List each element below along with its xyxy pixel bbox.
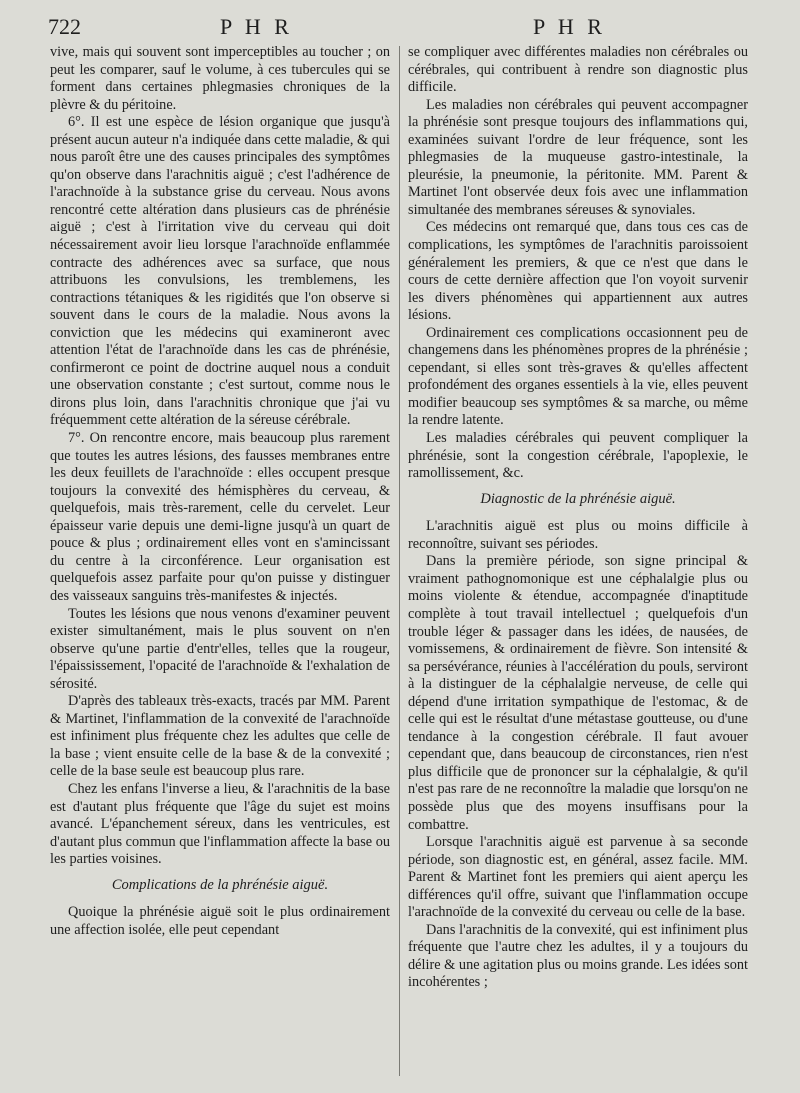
section-heading: Diagnostic de la phrénésie aiguë. (480, 490, 676, 507)
paragraph: Dans l'arachnitis de la convexité, qui est infiniment plus fréquente que l'autre chez les adultes, il y a toujours du délire & une agitation plus ou moins grande. Les idées sont incohérentes ; (408, 921, 748, 991)
paragraph: Ces médecins ont remarqué que, dans tous ces cas de complications, les symptômes de l'arachnitis paroissoient généralement les premiers, & que ce n'est que dans le cours de cette dernière affection que l'on voyoit survenir les divers phénomènes qui appartiennent aux autres lésions. (408, 219, 748, 324)
paragraph: 7°. On rencontre encore, mais beaucoup plus rarement que toutes les autres lésions, des fausses membranes entre les deux feuillets de l'arachnoïde : elles occupent presque toujours la convexité des hémisphères du cerveau, & quelquefois, mais très-rarement, celle du cervelet. Leur épaisseur varie depuis une demi-ligne jusqu'à un quart de pouce & plus ; ordinairement elles vont en s'amincissant du centre à la circonférence. Leur organisation est quelquefois assez parfaite pour qu'on puisse y distinguer des vaisseaux sanguins très-manifestes & injectés. (50, 430, 390, 604)
paragraph: Chez les enfans l'inverse a lieu, & l'arachnitis de la base est d'autant plus fréquente que l'âge du sujet est moins avancé. L'épanchement séreux, dans les ventricules, est d'autant plus commun que l'inflammation affecte la base ou les parties voisines. (50, 780, 390, 868)
column-divider (399, 46, 400, 1076)
paragraph: 6°. Il est une espèce de lésion organique que jusqu'à présent aucun auteur n'a indiquée dans cette maladie, & qui nous paroît être une des causes principales des symptômes qu'on observe dans l'arachnitis aiguë ; c'est l'adhérence de l'arachnoïde à la substance grise du cerveau. Nous avons rencontré cette altération dans plusieurs cas de phrénésie aiguë ; c'est à l'irritation vive du cerveau qui doit nécessairement avoir lieu lorsque l'arachnoïde enflammée contracte des adhérences avec sa surface, que nous attribuons les convulsions, les tremblemens, les contractions tétaniques & les rigidités que l'on observe si souvent dans le cours de la maladie. Nous avons la conviction que les médecins qui examineront avec attention l'état de l'arachnoïde dans les cas de phrénésie, confirmeront ce point de doctrine auquel nous a conduit une observation constante ; c'est surtout, comme nous le dirons plus loin, dans l'arachnitis chronique que j'ai vu fréquemment cette altération de la séreuse cérébrale. (50, 114, 391, 429)
paragraph: Les maladies non cérébrales qui peuvent accompagner la phrénésie sont presque toujours des inflammations qui, examinées suivant l'ordre de leur fréquence, sont les phlegmasies de la muqueuse gastro-intestinale, la pleurésie, la pneumonie, la péritonite. MM. Parent & Martinet l'ont observée deux fois avec une inflammation simultanée des membranes séreuses & synoviales. (408, 96, 748, 218)
right-column (408, 44, 748, 992)
paragraph: Dans la première période, son signe principal & vraiment pathognomonique est une céphalalgie plus ou moins violente & étendue, accompagnée d'inaptitude complète à tout travail intellectuel ; quelquefois d'un trouble léger & passager dans les idées, de nausées, de vomissemens, & ordinairement de fièvre. Son intensité & sa persévérance, réunies à l'accélération du pouls, serviront à la distinguer de la céphalalgie nerveuse, de celle qui dépend d'une irritation sympathique de l'estomac, & de celle qui est le résultat d'une métastase goutteuse, ou d'une tendance à la congestion cérébrale. Il faut avouer cependant que, dans beaucoup de circonstances, rien n'est plus difficile que de prononcer sur la céphalalgie, & qu'il n'est pas rare de ne reconnoître la maladie que lorsqu'on ne possède plus que des moyens insuffisans pour la combattre. (408, 553, 748, 833)
paragraph: Toutes les lésions que nous venons d'examiner peuvent exister simultanément, mais le plus souvent on n'en observe qu'une partie d'entr'elles, telles que la rougeur, l'épaississement, l'opacité de l'arachnoïde & l'exhalation de sérosité. (50, 605, 390, 692)
running-head-left: P H R (220, 14, 293, 39)
paragraph: L'arachnitis aiguë est plus ou moins difficile à reconnoître, suivant ses périodes. (408, 518, 748, 552)
section-heading: Complications de la phrénésie aiguë. (111, 876, 329, 893)
running-head-right: P H R (533, 14, 606, 39)
paragraph: vive, mais qui souvent sont imperceptibles au toucher ; on peut les comparer, sauf le volume, à ces tubercules qui se forment dans certaines phlegmasies chroniques de la plèvre & du péritoine. (50, 44, 390, 113)
paragraph: Quoique la phrénésie aiguë soit le plus ordinairement une affection isolée, elle peut cependant (50, 904, 390, 938)
page-number: 722 (48, 14, 81, 39)
paragraph: se compliquer avec différentes maladies non cérébrales ou cérébrales, qui contribuent à rendre son diagnostic plus difficile. (408, 44, 748, 96)
page-header (48, 10, 762, 44)
paragraph: Lorsque l'arachnitis aiguë est parvenue à sa seconde période, son diagnostic est, en général, assez facile. MM. Parent & Martinet font les premiers qui aient aperçu les différences qu'il offre, suivant que l'inflammation occupe l'arachnoïde de la convexité du cerveau ou celle de la base. (408, 834, 748, 921)
paragraph: D'après des tableaux très-exacts, tracés par MM. Parent & Martinet, l'inflammation de la convexité de l'arachnoïde est infiniment plus fréquente chez les adultes que celle de la base ; vient ensuite celle de la base & de la convexité ; celle de la base seule est beaucoup plus rare. (50, 693, 390, 780)
paragraph: Les maladies cérébrales qui peuvent compliquer la phrénésie, sont la congestion cérébrale, l'apoplexie, le ramollissement, &c. (408, 430, 748, 482)
paragraph: Ordinairement ces complications occasionnent peu de changemens dans les phénomènes propres de la phrénésie ; cependant, si elles sont très-graves & qu'elles affectent profondément des organes essentiels à la vie, elles peuvent modifier beaucoup ses symptômes & sa marche, ou même la rendre latente. (408, 324, 748, 429)
left-column (50, 44, 390, 939)
